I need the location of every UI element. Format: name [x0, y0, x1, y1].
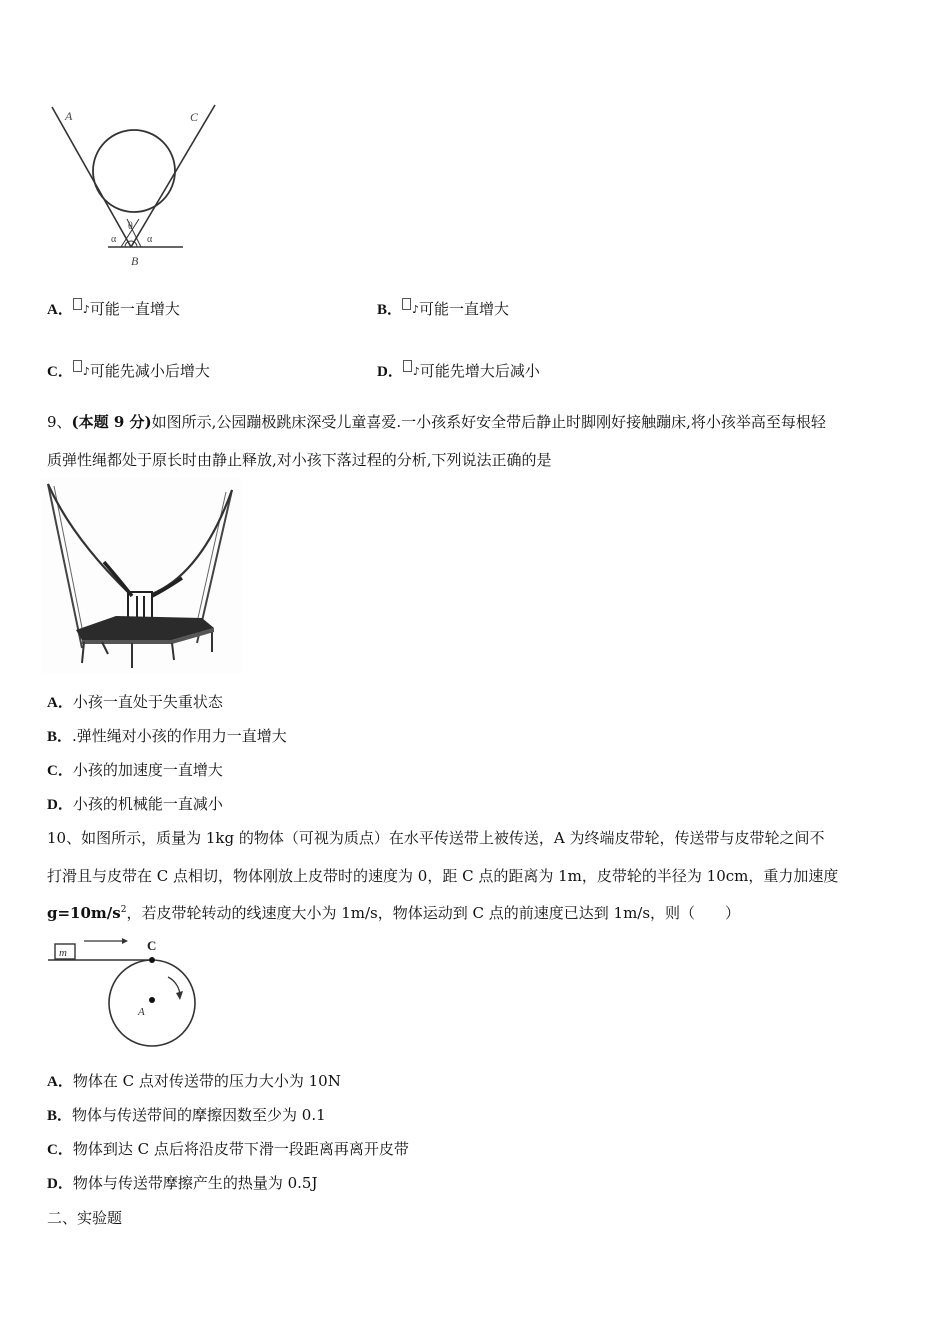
q8-label-a: A: [65, 109, 73, 123]
q10-option-c: C．物体到达 C 点后将沿皮带下滑一段距离再离开皮带: [47, 1140, 409, 1158]
q8-label-b: B: [131, 254, 139, 268]
q10-arrow-icon: [122, 938, 128, 944]
q10-stem-line2: 打滑且与皮带在 C 点相切，物体刚放上皮带时的速度为 0，距 C 点的距离为 1m，皮带轮的半径为 10cm，重力加速度: [47, 867, 839, 885]
q8-label-alpha-right: α: [147, 234, 153, 245]
q8-board-a: [52, 107, 131, 247]
q10-figure: [46, 933, 206, 1053]
q10-stem-line1: 10、如图所示，质量为 1kg 的物体（可视为质点）在水平传送带上被传送，A 为终端皮带轮，传送带与皮带轮之间不: [47, 829, 825, 847]
q8-figure: [45, 95, 225, 275]
missing-glyph-icon: [402, 298, 411, 310]
missing-glyph-icon: [73, 360, 82, 372]
note-icon: ♪: [412, 303, 420, 316]
q9-option-d: D．小孩的机械能一直减小: [47, 795, 223, 813]
note-icon: ♪: [82, 365, 90, 378]
q10-label-a: A: [138, 1006, 145, 1018]
q8-option-b: B． ♪可能一直增大: [377, 300, 510, 318]
q8-option-c: C． ♪可能先减小后增大: [47, 362, 210, 380]
q9-stem-line1: 9、(本题 9 分)如图所示,公园蹦极跳床深受儿童喜爱.一小孩系好安全带后静止时脚刚好接触蹦床,将小孩举高至每根轻: [47, 413, 826, 431]
q10-option-b: B．物体与传送带间的摩擦因数至少为 0.1: [47, 1106, 326, 1124]
q9-option-b: B．.弹性绳对小孩的作用力一直增大: [47, 727, 287, 745]
missing-glyph-icon: [403, 360, 412, 372]
q9-stem-line2: 质弹性绳都处于原长时由静止释放,对小孩下落过程的分析,下列说法正确的是: [47, 451, 552, 469]
q10-option-d: D．物体与传送带摩擦产生的热量为 0.5J: [47, 1174, 318, 1192]
q9-option-a: A．小孩一直处于失重状态: [47, 693, 223, 711]
q10-stem-line3: $g=10m/s^2$，若皮带轮转动的线速度大小为 1m/s，物体运动到 C 点的前速度已达到 1m/s，则（ ）: [47, 904, 741, 922]
q10-center-a: [149, 997, 155, 1003]
q10-option-a: A．物体在 C 点对传送带的压力大小为 10N: [47, 1072, 341, 1090]
q8-board-c: [131, 105, 215, 247]
q10-point-c: [149, 957, 155, 963]
q9-option-c: C．小孩的加速度一直增大: [47, 761, 223, 779]
note-icon: ♪: [412, 365, 420, 378]
q8-label-c: C: [190, 110, 199, 124]
q10-label-c: C: [147, 938, 157, 953]
q8-label-theta: θ: [128, 221, 133, 232]
q8-label-alpha-left: α: [111, 234, 117, 245]
q8-option-d: D． ♪可能先增大后减小: [377, 362, 540, 380]
missing-glyph-icon: [73, 298, 82, 310]
q10-rotation-arrow-icon: [176, 991, 183, 1000]
note-icon: ♪: [82, 303, 90, 316]
q10-label-m: m: [59, 947, 67, 959]
q9-figure: [42, 478, 242, 673]
q8-ball: [93, 130, 175, 212]
section-title: 二、实验题: [47, 1209, 123, 1227]
q8-option-a: A． ♪可能一直增大: [47, 300, 180, 318]
